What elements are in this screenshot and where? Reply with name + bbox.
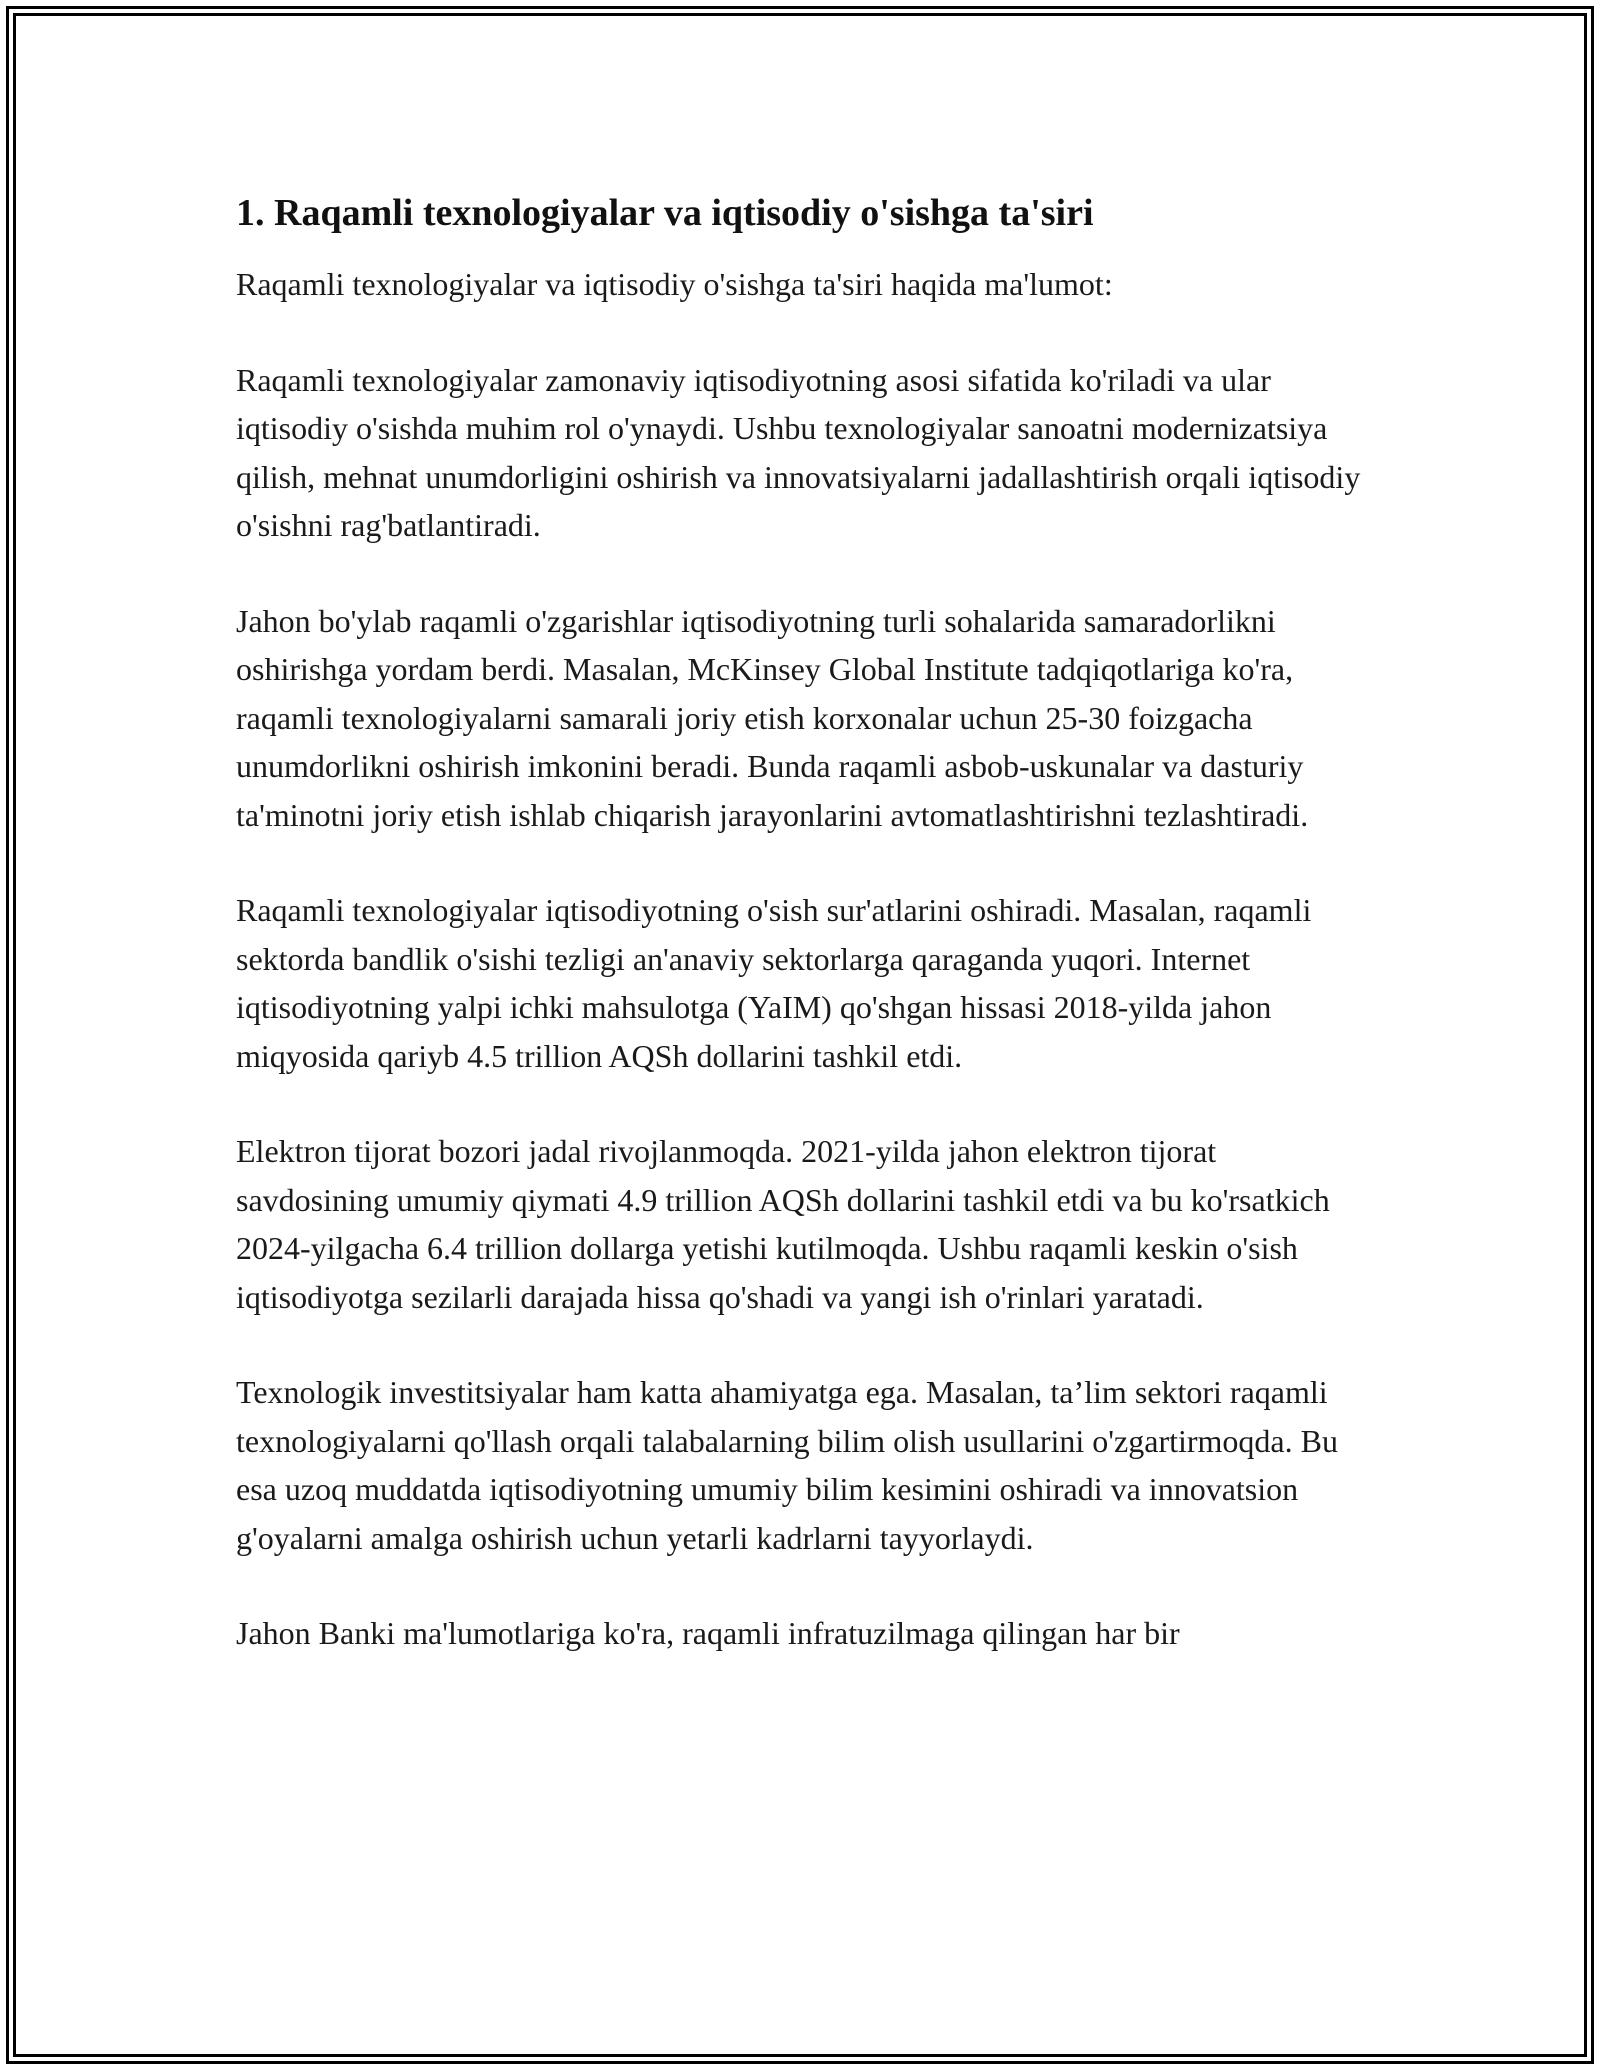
paragraph: Raqamli texnologiyalar zamonaviy iqtisodiyotning asosi sifatida ko'riladi va ular iqtisodiy o'sishda muhim rol o'ynaydi. Ushbu texnologiyalar sanoatni modernizatsiya qilish, mehnat unumdorligini oshirish va innovatsiyalarni jadallashtirish orqali iqtisodiy o'sishni rag'batlantiradi. <box>236 361 1361 543</box>
paragraph: Jahon bo'ylab raqamli o'zgarishlar iqtisodiyotning turli sohalarida samaradorlikni oshirishga yordam berdi. Masalan, McKinsey Global Institute tadqiqotlariga ko'ra, raqamli texnologiyalarni samarali joriy etish korxonalar uchun 25-30 foizgacha unumdorlikni oshirish imkonini beradi. Bunda raqamli asbob-uskunalar va dasturiy ta'minotni joriy etish ishlab chiqarish jarayonlarini avtomatlashtirishni tezlashtiradi. <box>236 602 1309 833</box>
paragraph: Raqamli texnologiyalar iqtisodiyotning o'sish sur'atlarini oshiradi. Masalan, raqamli sektorda bandlik o'sishi tezligi an'anaviy sektorlarga qaraganda yuqori. Internet iqtisodiyotning yalpi ichki mahsulotga (YaIM) qo'shgan hissasi 2018-yilda jahon miqyosida qariyb 4.5 trillion AQSh dollarini tashkil etdi. <box>236 892 1312 1074</box>
paragraph: Elektron tijorat bozori jadal rivojlanmoqda. 2021-yilda jahon elektron tijorat savdosining umumiy qiymati 4.9 trillion AQSh dollarini tashkil etdi va bu ko'rsatkich 2024-yilgacha 6.4 trillion dollarga yetishi kutilmoqda. Ushbu raqamli keskin o'sish iqtisodiyotga sezilarli darajada hissa qo'shadi va yangi ish o'rinlari yaratadi. <box>236 1133 1330 1315</box>
paragraph: Jahon Banki ma'lumotlariga ko'ra, raqamli infratuzilmaga qilingan har bir <box>236 1615 1180 1651</box>
document-intro: Raqamli texnologiyalar va iqtisodiy o'sishga ta'siri haqida ma'lumot: <box>236 266 1113 302</box>
paragraph: Texnologik investitsiyalar ham katta ahamiyatga ega. Masalan, ta’lim sektori raqamli texnologiyalarni qo'llash orqali talabalarning bilim olish usullarini o'zgartirmoqda. Bu esa uzoq muddatda iqtisodiyotning umumiy bilim kesimini oshiradi va innovatsion g'oyalarni amalga oshirish uchun yetarli kadrlarni tayyorlaydi. <box>236 1374 1338 1556</box>
document-body <box>236 186 1376 1705</box>
document-title: 1. Raqamli texnologiyalar va iqtisodiy o'sishga ta'siri <box>236 192 1094 234</box>
